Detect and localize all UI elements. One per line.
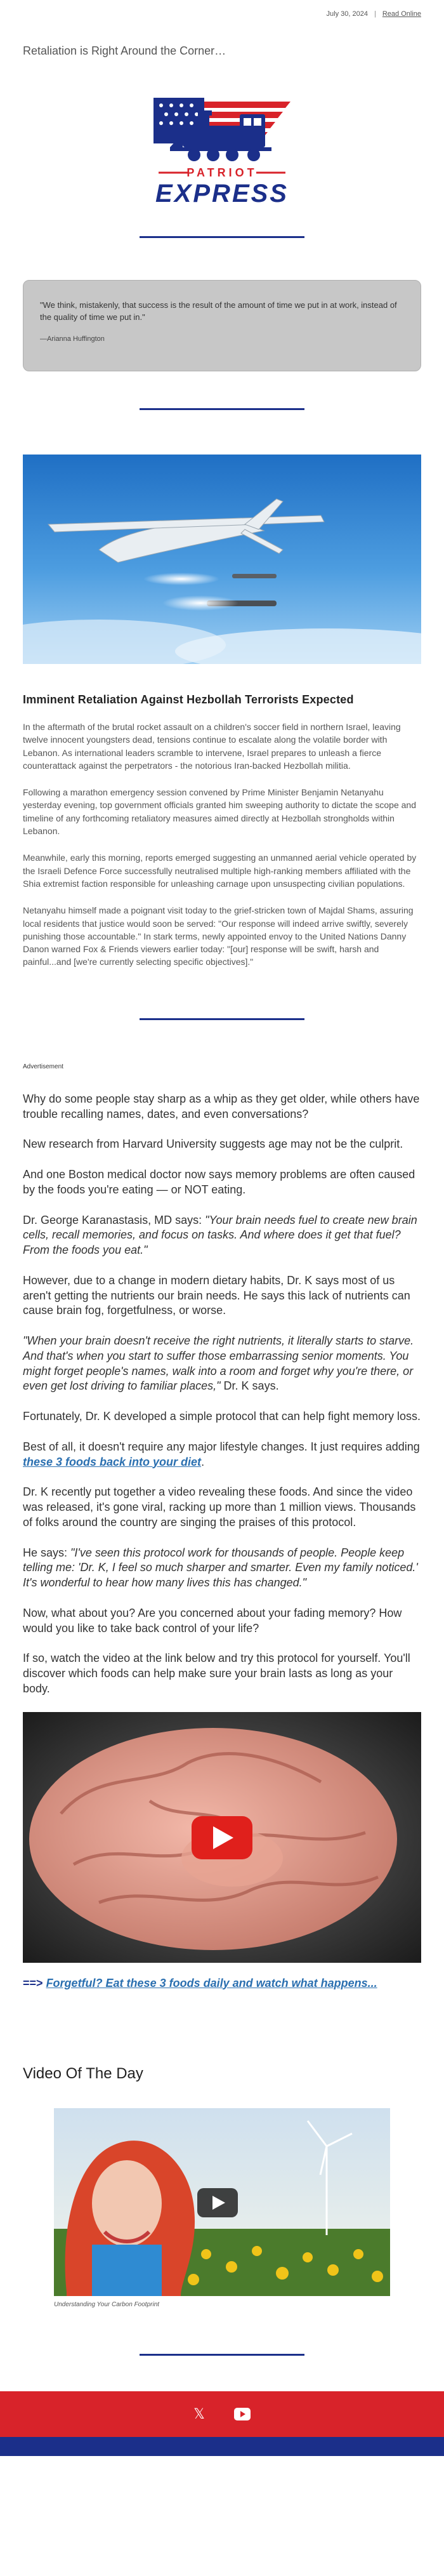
read-online-link[interactable]: Read Online	[382, 10, 421, 18]
section-divider	[140, 2354, 304, 2356]
three-foods-link[interactable]: these 3 foods back into your diet	[23, 1455, 202, 1468]
ad-paragraph: Now, what about you? Are you concerned about your fading memory? How would you like to take back control of your life?	[23, 1606, 402, 1635]
video-thumbnail-icon	[54, 2108, 390, 2296]
ad-lead: Dr. George Karanastasis, MD says:	[23, 1213, 206, 1226]
ad-paragraph: However, due to a change in modern dietary habits, Dr. K says most of us aren't getting the nutrients our brain needs. He says this lack of nutrients can cause brain fog, forgetfulness, or worse.	[23, 1273, 410, 1317]
carbon-footprint-video[interactable]	[54, 2108, 390, 2296]
ad-paragraph: Why do some people stay sharp as a whip as they get older, while others have trouble recalling names, dates, and even conversations?	[23, 1092, 420, 1120]
section-divider	[140, 236, 304, 238]
separator: |	[374, 10, 376, 18]
brain-image-icon	[23, 1712, 421, 1963]
cta-arrow: ==>	[23, 1976, 43, 1989]
video-caption: Understanding Your Carbon Footprint	[54, 2300, 160, 2308]
ad-quote: "Your brain needs fuel to create new brain cells, recall memories, and focus on tasks. And where does it get that fuel? From the foods you eat."	[23, 1213, 417, 1256]
article-paragraph: Following a marathon emergency session convened by Prime Minister Benjamin Netanyahu yesterday evening, top government officials granted him sweeping authority to dictate the scope and timeline of any forthcoming retaliatory measures aimed directly at Hezbollah strongholds within Lebanon.	[23, 787, 417, 837]
ad-paragraph: And one Boston medical doctor now says memory problems are often caused by the foods you're eating — or NOT eating.	[23, 1168, 415, 1196]
advertisement	[0, 1092, 444, 1697]
ad-tail: Dr. K says.	[220, 1379, 279, 1393]
section-divider	[140, 408, 304, 410]
ad-paragraph	[23, 1546, 421, 1591]
ad-paragraph: New research from Harvard University suggests age may not be the culprit.	[23, 1138, 403, 1151]
youtube-icon[interactable]	[234, 2408, 251, 2420]
ad-quote: "When your brain doesn't receive the right nutrients, it literally starts to starve. And that's when you start to suffer those embarrassing senior moments. You might forget people's names, walk into a room and forget why you're there, or even get lost driving to familiar places,"	[23, 1334, 414, 1393]
drone-hero-image[interactable]	[23, 455, 421, 664]
ad-paragraph: Fortunately, Dr. K developed a simple protocol that can help fight memory loss.	[23, 1410, 421, 1423]
footer-social-bar	[0, 2391, 444, 2437]
logo-text-patriot: PATRIOT	[186, 166, 258, 179]
advertisement-label: Advertisement	[23, 1063, 63, 1070]
article-title: Imminent Retaliation Against Hezbollah Terrorists Expected	[23, 693, 354, 706]
ad-paragraph	[23, 1213, 421, 1258]
quote-text: "We think, mistakenly, that success is the result of the amount of time we put in at work, instead of the quality of time we put in."	[40, 300, 397, 322]
ad-paragraph	[23, 1440, 421, 1470]
article-paragraph: Meanwhile, early this morning, reports emerged suggesting an unmanned aerial vehicle operated by the Israeli Defence Force successfully neutralised multiple high-ranking members affiliated with the Shia extremist faction responsible for unleashing carnage upon unsuspecting civilian populations.	[23, 853, 417, 889]
ad-paragraph	[23, 1334, 421, 1394]
ad-tail: .	[201, 1455, 205, 1468]
logo-graphic	[145, 89, 299, 209]
article	[0, 693, 444, 969]
preheader-text: Retaliation is Right Around the Corner…	[23, 44, 226, 57]
ad-quote: "I've seen this protocol work for thousands of people. People keep telling me: 'Dr. K, I feel so much sharper and smarter. Even my family noticed.' It's wonderful to hear how many lives this has changed."	[23, 1546, 418, 1589]
brain-video-thumbnail[interactable]	[23, 1712, 421, 1963]
ad-lead: Best of all, it doesn't require any major lifestyle changes. It just requires adding	[23, 1440, 420, 1453]
ad-paragraph: If so, watch the video at the link below and try this protocol for yourself. You'll discover which foods can help make sure your brain lasts as long as your body.	[23, 1652, 410, 1695]
patriot-express-logo[interactable]	[0, 81, 444, 236]
quote-box	[23, 280, 421, 371]
ad-paragraph: Dr. K recently put together a video revealing these foods. And since the video was released, it's gone viral, racking up more than 1 million views. Thousands of folks around the country are singing the praises of this protocol.	[23, 1485, 416, 1529]
forgetful-video-link[interactable]: Forgetful? Eat these 3 foods daily and watch what happens...	[46, 1976, 377, 1989]
drone-image-icon	[23, 455, 421, 664]
logo-text-express: EXPRESS	[155, 180, 289, 208]
article-paragraph: In the aftermath of the brutal rocket assault on a children's soccer field in northern Israel, leaving twelve innocent youngsters dead, tensions continue to escalate along the volatile border with Lebanon. As international leaders scramble to intervene, Israel prepares to unleash a fierce counterattack against the perpetrators - the notorious Iran-backed Hezbollah militia.	[23, 722, 401, 771]
footer-bottom-bar	[0, 2437, 444, 2456]
video-cta	[0, 1977, 444, 1990]
video-of-the-day-title: Video Of The Day	[23, 2064, 143, 2082]
quote-author: —Arianna Huffington	[40, 335, 105, 343]
ad-lead: He says:	[23, 1546, 71, 1559]
section-divider	[140, 1018, 304, 1020]
article-paragraph: Netanyahu himself made a poignant visit today to the grief-stricken town of Majdal Shams, assuring local residents that justice would soon be served: "Our response will indeed arrive swiftly, severely punishing those accountable." In stark terms, newly appointed envoy to the United Nations Danny Danon warned Fox & Friends viewers earlier today: "[our] response will be swift, harsh and painful...and [we're currently selecting specific objectives]."	[23, 905, 414, 967]
issue-date: July 30, 2024	[326, 10, 368, 18]
top-bar	[0, 0, 444, 28]
x-social-icon[interactable]: 𝕏	[193, 2405, 205, 2422]
